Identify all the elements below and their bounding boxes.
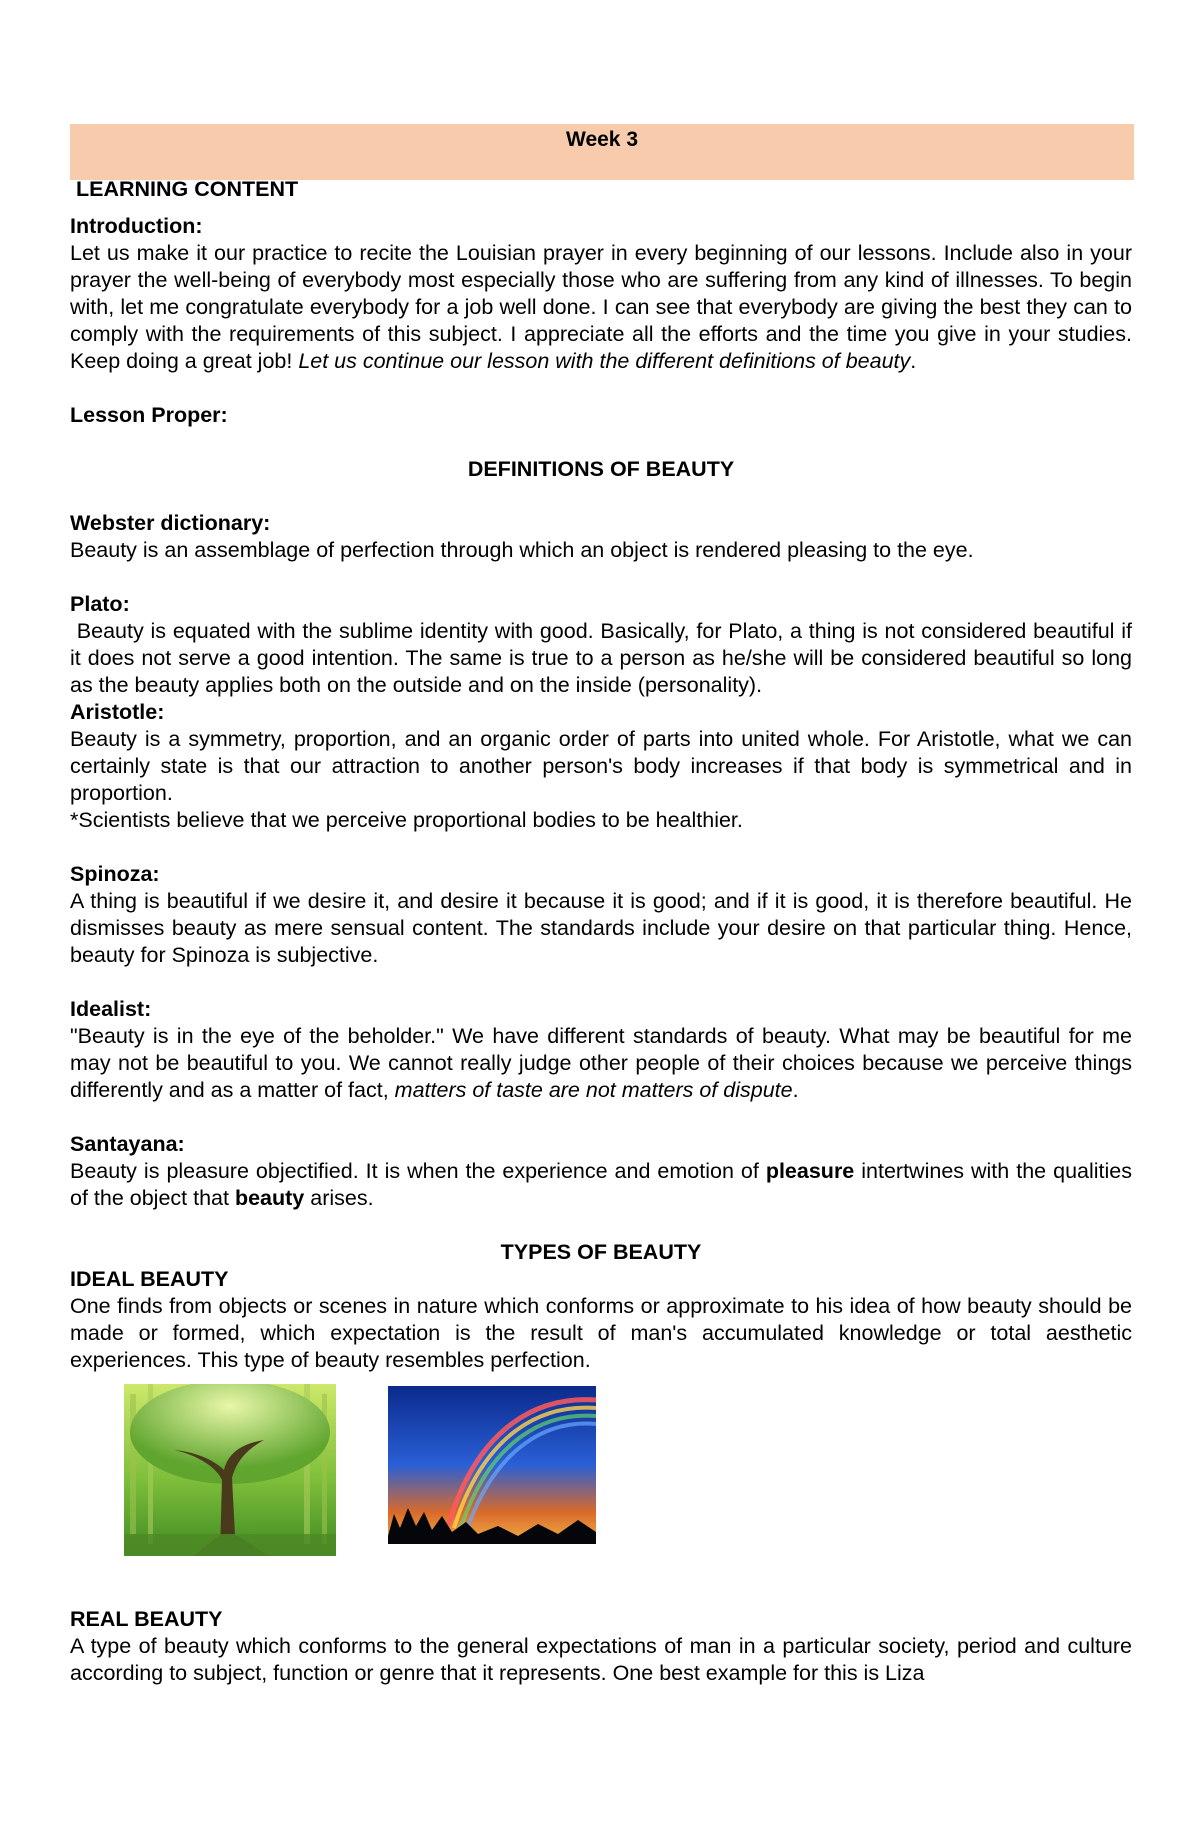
lesson-proper-heading: Lesson Proper: [70, 403, 228, 427]
ideal-beauty-title: IDEAL BEAUTY [70, 1267, 229, 1291]
spinoza-title: Spinoza: [70, 862, 160, 886]
real-beauty-text: A type of beauty which conforms to the general expectations of man in a particular society, period and culture according to subject, function or genre that it represents. One best example for this is Liza [70, 1634, 1132, 1685]
aristotle-text: Beauty is a symmetry, proportion, and an organic order of parts into united whole. For Aristotle, what we can certainly state is that our attraction to another person's body increases if that body is symmetrical and in proportion. [70, 727, 1132, 805]
plato-title: Plato: [70, 592, 130, 616]
real-beauty-title: REAL BEAUTY [70, 1607, 223, 1631]
santayana-bold-pleasure: pleasure [765, 1159, 855, 1183]
idealist-italic: matters of taste are not matters of dispute [394, 1078, 793, 1102]
webster-title: Webster dictionary: [70, 511, 271, 535]
aristotle-note: *Scientists believe that we perceive proportional bodies to be healthier. [70, 808, 743, 832]
santayana-title: Santayana: [70, 1132, 185, 1156]
types-heading: TYPES OF BEAUTY [500, 1240, 702, 1264]
tree-image [124, 1384, 336, 1556]
intro-italic: Let us continue our lesson with the different definitions of beauty [298, 349, 911, 373]
learning-content-heading: LEARNING CONTENT [76, 177, 299, 201]
intro-title: Introduction: [70, 214, 203, 238]
santayana-text: Beauty is pleasure objectified. It is when the experience and emotion of pleasure intertwines with the qualities of the object that beauty arises. [70, 1159, 1132, 1210]
spinoza-text: A thing is beautiful if we desire it, and desire it because it is good; and if it is good, it is therefore beautiful. He dismisses beauty as mere sensual content. The standards include your desire on that particular thing. Hence, beauty for Spinoza is subjective. [70, 889, 1132, 967]
rainbow-image [388, 1386, 596, 1544]
aristotle-title: Aristotle: [70, 700, 165, 724]
ideal-beauty-text: One finds from objects or scenes in nature which conforms or approximate to his idea of how beauty should be made or formed, which expectation is the result of man's accumulated knowledge or total aesthetic experiences. This type of beauty resembles perfection. [70, 1294, 1132, 1372]
santayana-bold-beauty: beauty [234, 1186, 305, 1210]
idealist-title: Idealist: [70, 997, 152, 1021]
week-header [70, 124, 1134, 180]
plato-text: Beauty is equated with the sublime identity with good. Basically, for Plato, a thing is not considered beautiful if it does not serve a good intention. The same is true to a person as he/she will be considered beautiful so long as the beauty applies both on the outside and on the inside (personality). [70, 619, 1138, 697]
definitions-heading: DEFINITIONS OF BEAUTY [467, 457, 735, 481]
ideal-beauty-images [70, 1384, 1132, 1584]
webster-text: Beauty is an assemblage of perfection through which an object is rendered pleasing to the eye. [70, 538, 974, 562]
document-page [70, 124, 1138, 1687]
idealist-text: "Beauty is in the eye of the beholder." We have different standards of beauty. What may be beautiful for me may not be beautiful to you. We cannot really judge other people of their choices because we perceive things differently and as a matter of fact, matters of taste are not matters of dispute. [70, 1024, 1132, 1102]
week-label: Week 3 [566, 128, 638, 151]
intro-text: Let us make it our practice to recite the Louisian prayer in every beginning of our lessons. Include also in your prayer the well-being of everybody most especially those who are suffering from any kind of illnesses. To begin with, let me congratulate everybody for a job well done. I can see that everybody are giving the best they can to comply with the requirements of this subject. I appreciate all the efforts and the time you give in your studies. Keep doing a great job! Let us continue our lesson with the different definitions of beauty. [70, 241, 1132, 373]
